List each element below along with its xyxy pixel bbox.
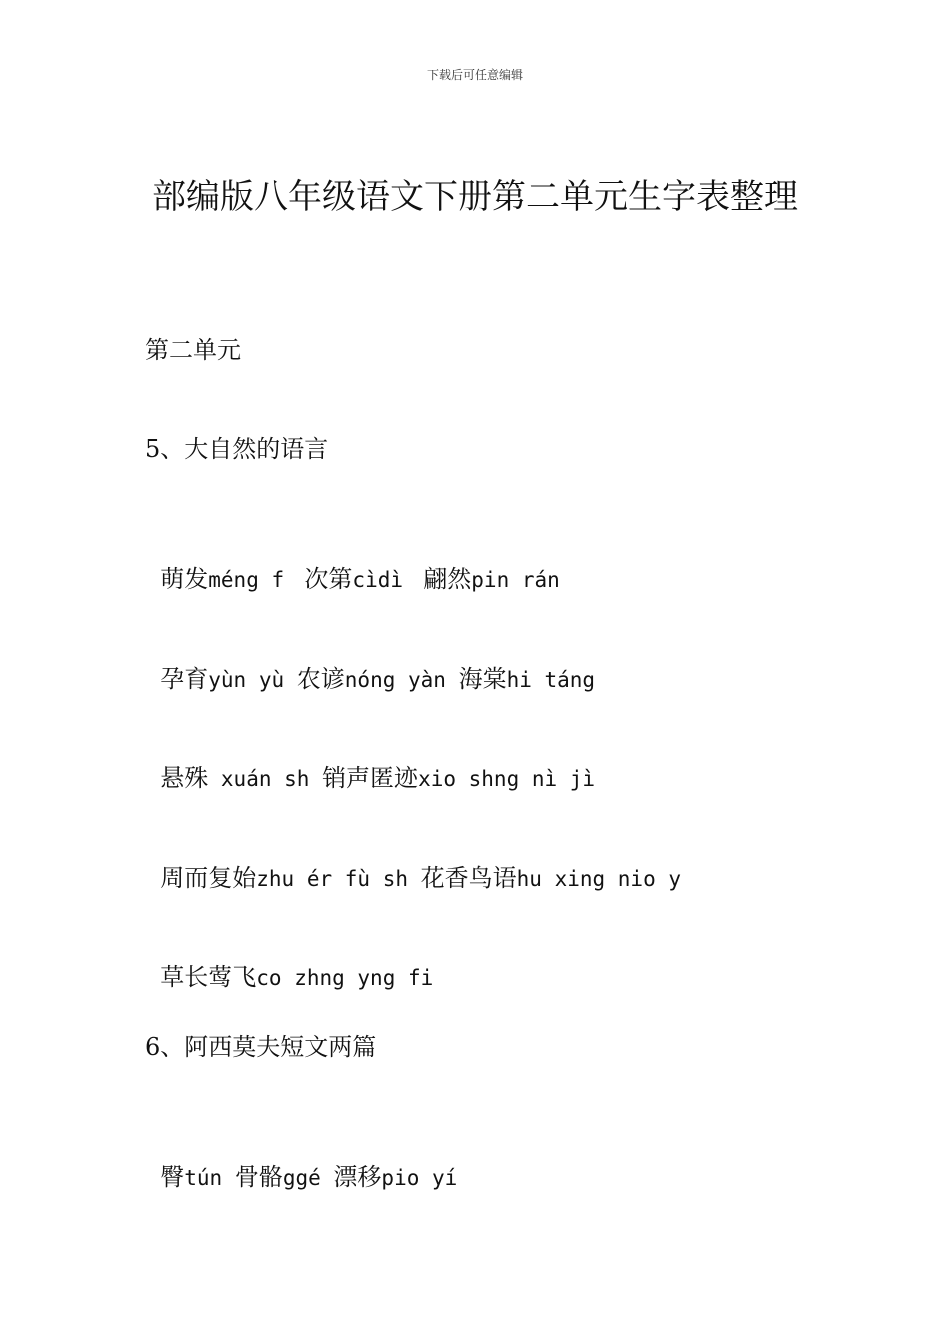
- header-note: 下载后可任意编辑: [426, 68, 523, 82]
- vocab-pinyin: nóng yàn: [344, 668, 459, 692]
- vocab-word: 孕育: [160, 665, 209, 693]
- vocab-pinyin: hi táng: [506, 668, 596, 692]
- vocab-pinyin: yùn yù: [208, 668, 297, 692]
- lesson-heading: 6、阿西莫夫短文两篇: [145, 1033, 377, 1061]
- vocab-pinyin: zhu ér fù sh: [256, 867, 421, 891]
- vocab-pinyin: co zhng yng fi: [256, 966, 434, 990]
- vocab-line: [145, 634, 595, 695]
- unit-heading: 第二单元: [145, 336, 241, 364]
- vocab-pinyin: ggé: [282, 1166, 334, 1190]
- vocab-pinyin: pio yí: [381, 1166, 458, 1190]
- vocab-line: [145, 1132, 457, 1193]
- lesson-heading: 5、大自然的语言: [145, 435, 329, 463]
- vocab-word: 农谚: [296, 665, 345, 693]
- vocab-line: [145, 733, 595, 794]
- vocab-pinyin: xio shng nì jì: [418, 767, 596, 791]
- vocab-word: 骨骼: [234, 1163, 283, 1191]
- vocab-word: 次第: [304, 565, 353, 593]
- document-title: 部编版八年级语文下册第二单元生字表整理: [152, 177, 798, 217]
- vocab-pinyin: cìdì: [352, 568, 416, 592]
- vocab-pinyin: tún: [184, 1166, 235, 1190]
- vocab-pinyin: xuán sh: [208, 767, 323, 791]
- vocab-word: 悬殊: [160, 764, 209, 792]
- vocab-line: [145, 534, 560, 595]
- vocab-pinyin: pin rán: [471, 568, 560, 592]
- vocab-word: 草长莺飞: [160, 963, 257, 991]
- vocab-word: 周而复始: [160, 864, 257, 892]
- vocab-word: 臀: [160, 1163, 185, 1191]
- vocab-word: 花香鸟语: [420, 864, 517, 892]
- vocab-word: 销声匿迹: [322, 764, 419, 792]
- vocab-pinyin: hu xing nio y: [516, 867, 682, 891]
- vocab-word: 漂移: [333, 1163, 382, 1191]
- vocab-pinyin: méng f: [208, 568, 297, 592]
- vocab-word: 翩然: [423, 565, 472, 593]
- vocab-line: [145, 932, 433, 993]
- vocab-line: [145, 833, 681, 894]
- vocab-word: 萌发: [160, 565, 209, 593]
- vocab-word: 海棠: [458, 665, 507, 693]
